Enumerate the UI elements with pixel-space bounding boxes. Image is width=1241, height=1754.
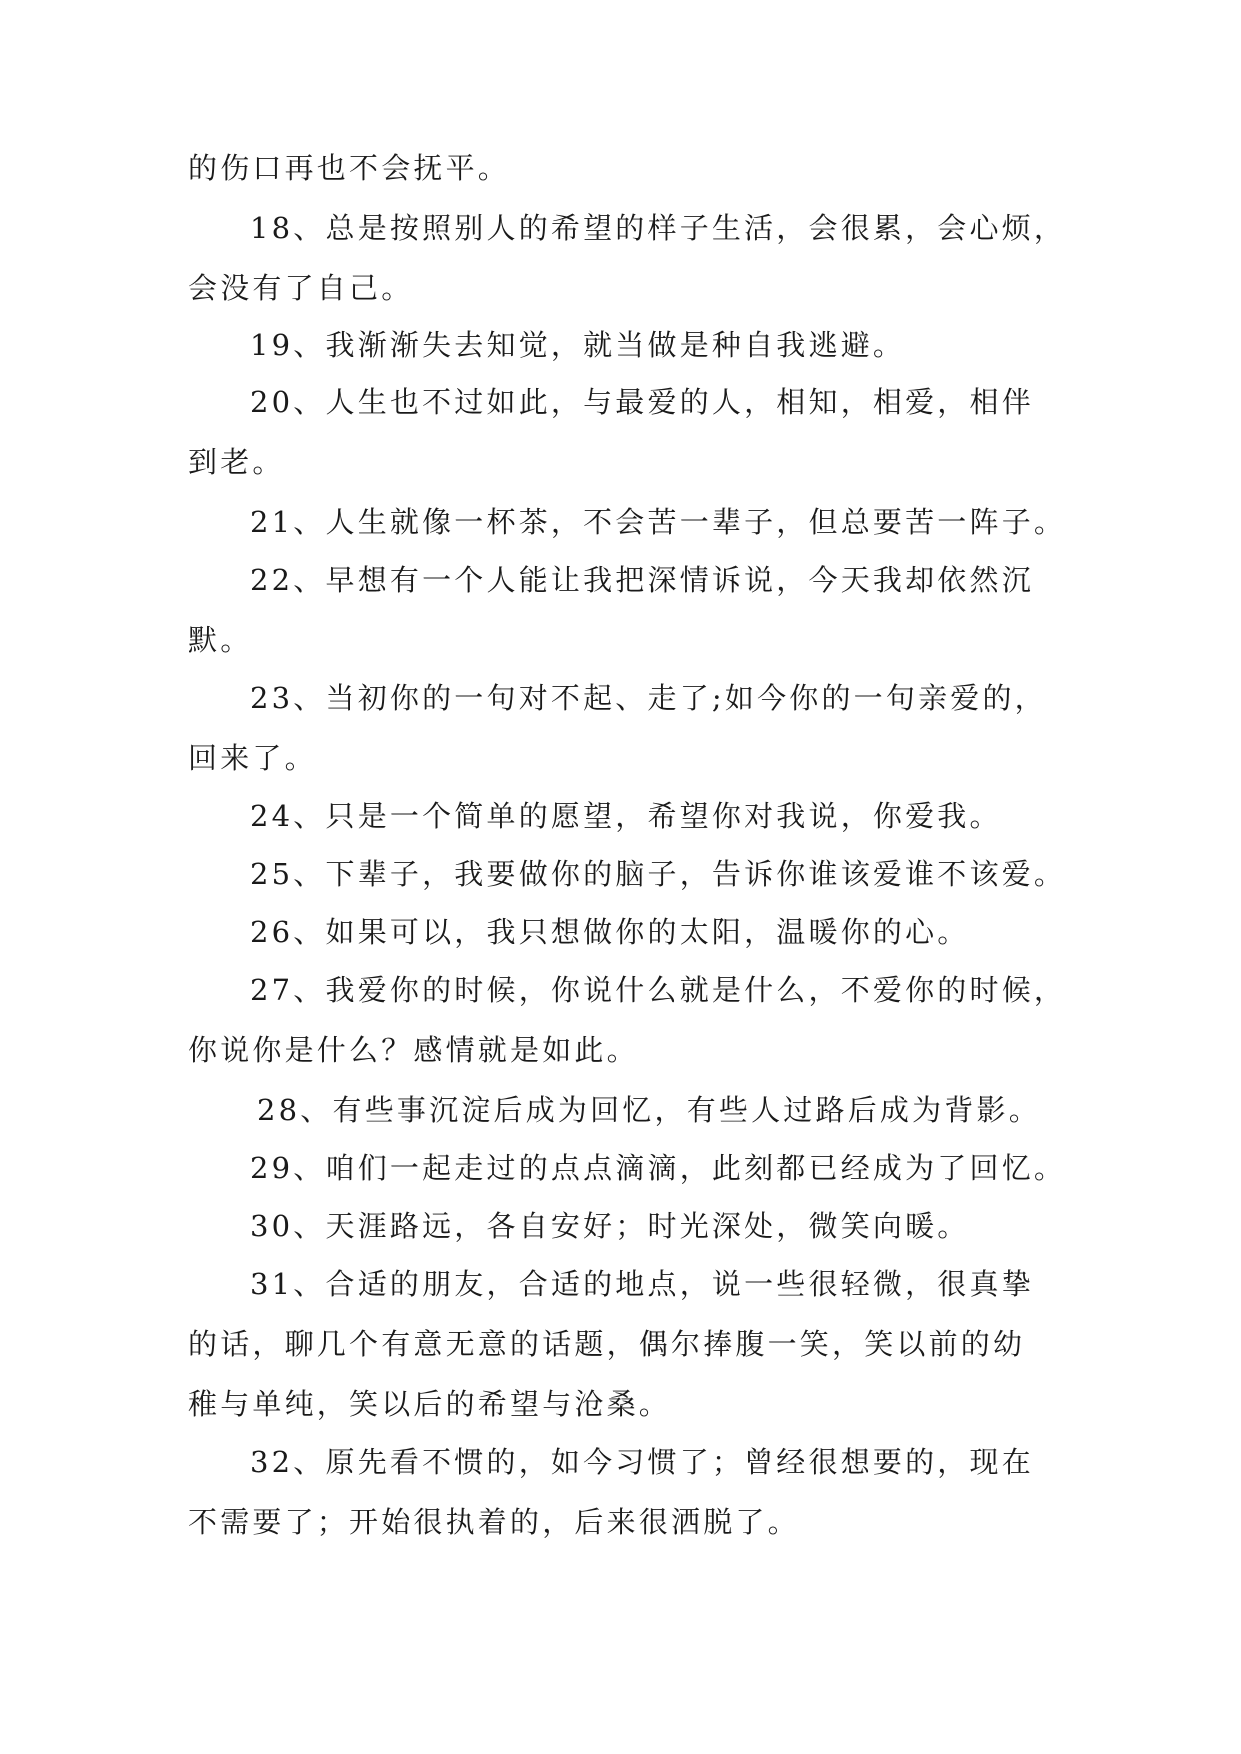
text-line: 不需要了；开始很执着的，后来很洒脱了。 (188, 1505, 800, 1539)
text-line: 默。 (188, 623, 253, 657)
text-line: 回来了。 (188, 741, 317, 775)
text-line: 30、天涯路远，各自安好；时光深处，微笑向暖。 (250, 1209, 970, 1243)
text-line: 24、只是一个简单的愿望，希望你对我说，你爱我。 (250, 799, 1002, 833)
text-line: 18、总是按照别人的希望的样子生活，会很累，会心烦， (250, 211, 1067, 245)
text-line: 31、合适的朋友，合适的地点，说一些很轻微，很真挚 (250, 1267, 1034, 1301)
text-line: 19、我渐渐失去知觉，就当做是种自我逃避。 (250, 328, 906, 362)
text-line: 23、当初你的一句对不起、走了;如今你的一句亲爱的， (250, 681, 1047, 715)
text-line: 27、我爱你的时候，你说什么就是什么，不爱你的时候， (250, 973, 1067, 1007)
text-line: 你说你是什么？感情就是如此。 (188, 1033, 639, 1067)
text-line: 会没有了自己。 (188, 271, 414, 305)
text-line: 的伤口再也不会抚平。 (188, 151, 511, 185)
text-line: 20、人生也不过如此，与最爱的人，相知，相爱，相伴 (250, 385, 1034, 419)
text-line: 22、早想有一个人能让我把深情诉说，今天我却依然沉 (250, 563, 1034, 597)
text-line: 28、有些事沉淀后成为回忆，有些人过路后成为背影。 (257, 1093, 1041, 1127)
text-line: 29、咱们一起走过的点点滴滴，此刻都已经成为了回忆。 (250, 1151, 1067, 1185)
text-line: 21、人生就像一杯茶，不会苦一辈子，但总要苦一阵子。 (250, 505, 1067, 539)
text-line: 到老。 (188, 445, 285, 479)
text-line: 的话，聊几个有意无意的话题，偶尔捧腹一笑，笑以前的幼 (188, 1327, 1026, 1361)
text-line: 32、原先看不惯的，如今习惯了；曾经很想要的，现在 (250, 1445, 1034, 1479)
text-line: 26、如果可以，我只想做你的太阳，温暖你的心。 (250, 915, 970, 949)
text-line: 稚与单纯，笑以后的希望与沧桑。 (188, 1387, 672, 1421)
text-line: 25、下辈子，我要做你的脑子，告诉你谁该爱谁不该爱。 (250, 857, 1067, 891)
